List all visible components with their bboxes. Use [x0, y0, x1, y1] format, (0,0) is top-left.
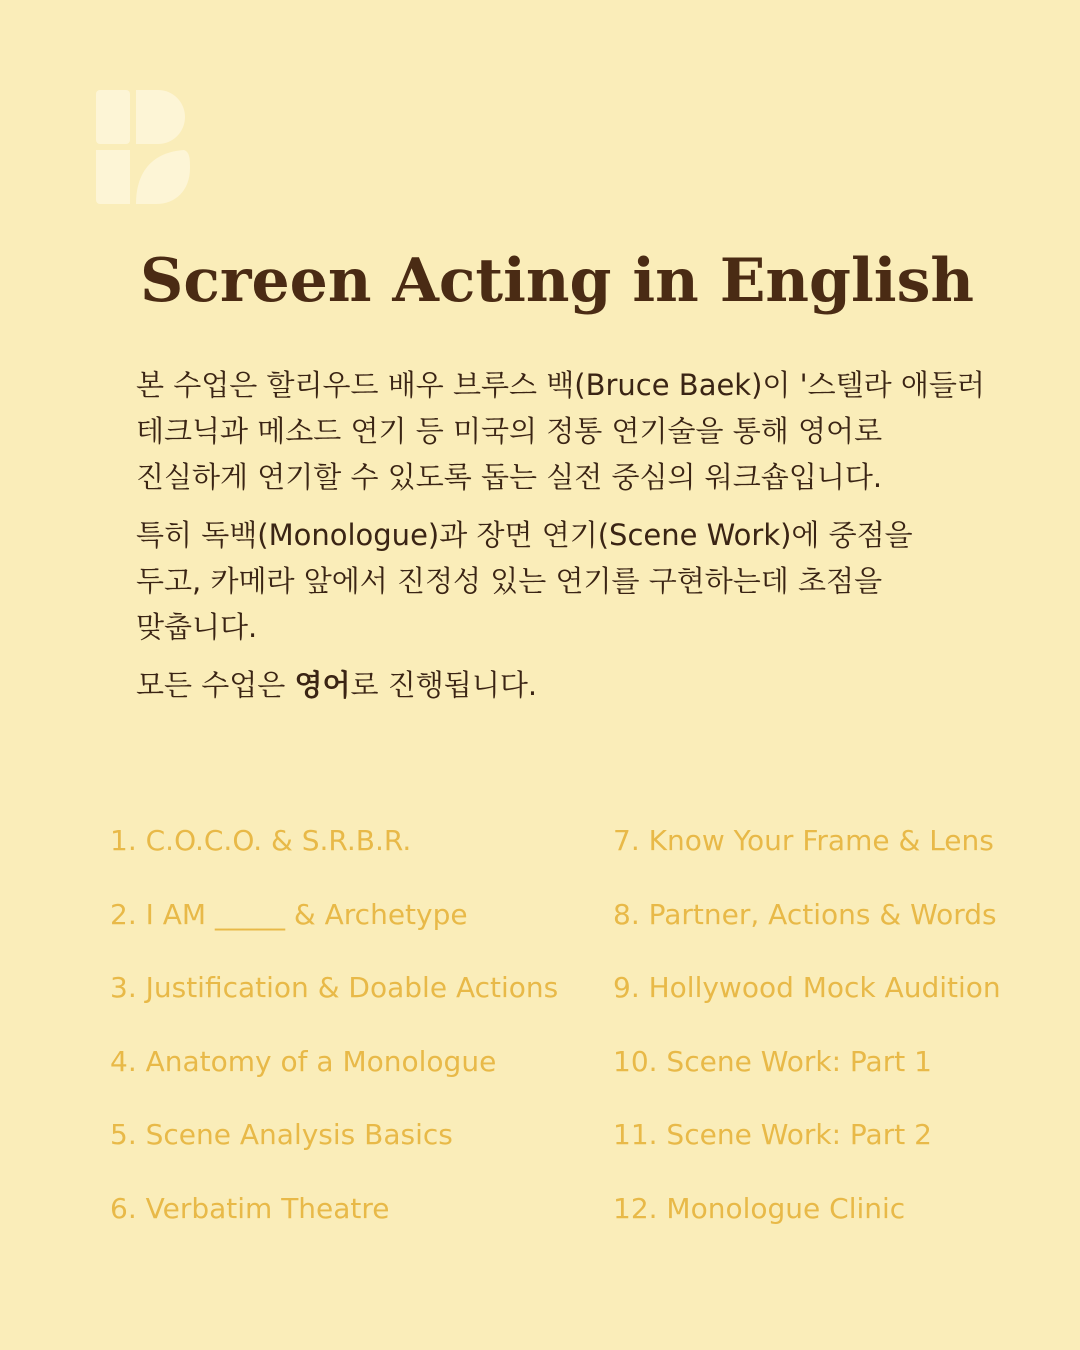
intro-emphasis: 영어: [294, 668, 351, 702]
intro-paragraph-3: [136, 662, 986, 708]
curriculum-item: 9. Hollywood Mock Audition: [613, 971, 1001, 1005]
intro-paragraph-2: 특히 독백(Monologue)과 장면 연기(Scene Work)에 중점을 두고, 카메라 앞에서 진정성 있는 연기를 구현하는데 초점을 맞춥니다.: [136, 518, 913, 644]
curriculum-item: 5. Scene Analysis Basics: [110, 1118, 453, 1152]
logo-piece: [96, 150, 130, 204]
curriculum-item: 1. C.O.C.O. & S.R.B.R.: [110, 824, 412, 857]
curriculum-item: 3. Justification & Doable Actions: [110, 971, 559, 1005]
curriculum-item: 6. Verbatim Theatre: [110, 1191, 390, 1225]
page-title: Screen Acting in English: [140, 246, 974, 316]
logo-piece: [136, 150, 190, 204]
curriculum-column-right: [613, 816, 1053, 1258]
intro-paragraph-1: 본 수업은 할리우드 배우 브루스 백(Bruce Baek)이 '스텔라 애들러 테크닉과 메소드 연기 등 미국의 정통 연기술을 통해 영어로 진실하게 연기할 수 있도록 돕는 실전 중심의 워크숍입니다.: [136, 368, 985, 494]
curriculum-item: 2. I AM _____ & Archetype: [110, 897, 468, 931]
intro-paragraph-3-end: 로 진행됩니다.: [350, 668, 538, 702]
curriculum-list: [0, 816, 1080, 1276]
b-monogram-logo-icon: [96, 90, 190, 204]
intro-text: [136, 362, 986, 720]
curriculum-item: 12. Monologue Clinic: [613, 1191, 906, 1225]
curriculum-item: 8. Partner, Actions & Words: [613, 897, 997, 931]
intro-paragraph-3-start: 모든 수업은: [136, 668, 295, 702]
curriculum-item: 10. Scene Work: Part 1: [613, 1044, 932, 1078]
logo-piece: [96, 90, 130, 144]
curriculum-column-left: [110, 816, 600, 1258]
curriculum-item: 4. Anatomy of a Monologue: [110, 1044, 497, 1078]
curriculum-item: 11. Scene Work: Part 2: [613, 1118, 932, 1152]
logo-piece: [136, 90, 185, 144]
curriculum-item: 7. Know Your Frame & Lens: [613, 824, 994, 857]
